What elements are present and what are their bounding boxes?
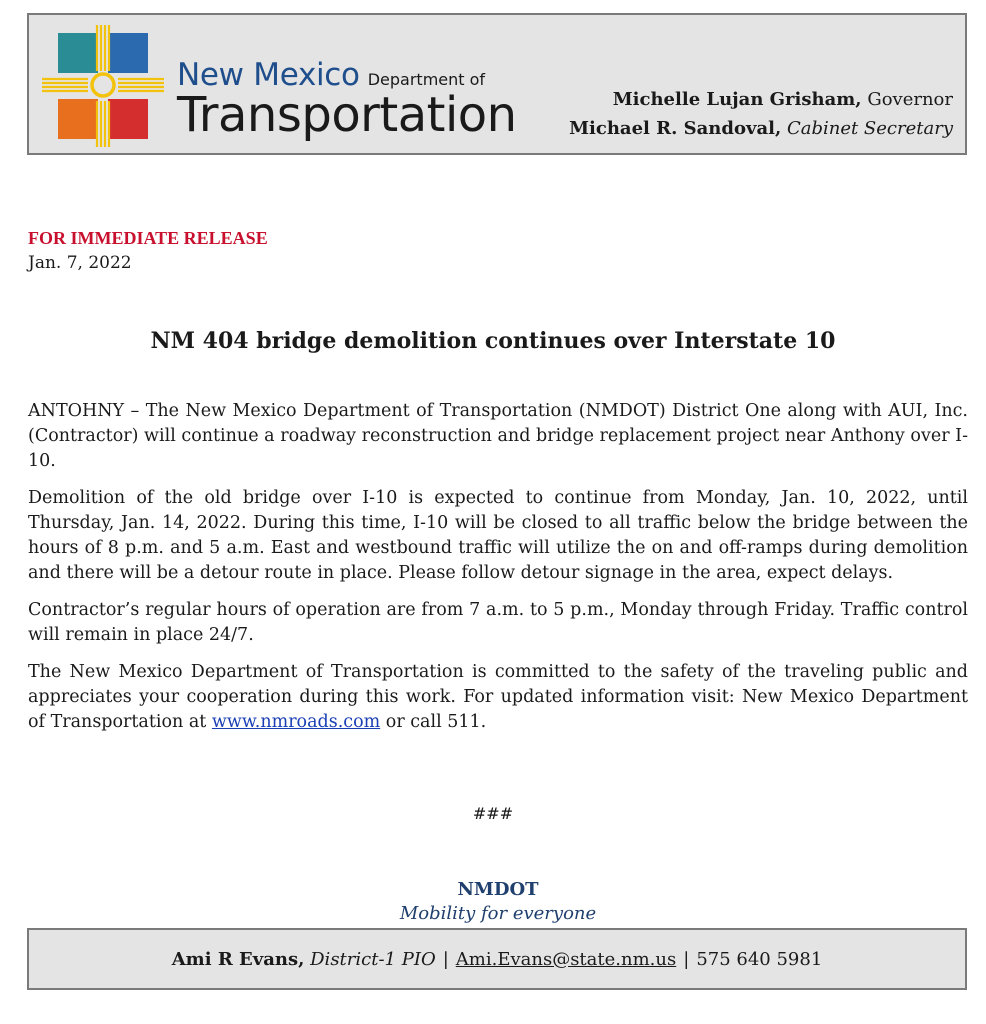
footer-org: NMDOT	[457, 879, 539, 900]
officials-block	[569, 85, 953, 143]
governor-title: Governor	[867, 89, 953, 110]
contact-email-link[interactable]: Ami.Evans@state.nm.us	[455, 948, 677, 970]
separator: |	[442, 948, 449, 970]
brand-transportation: Transportation	[177, 87, 517, 143]
end-mark: ###	[472, 804, 514, 823]
governor-name: Michelle Lujan Grisham,	[612, 89, 862, 110]
nmdot-logo-icon	[42, 25, 164, 147]
secretary-line	[569, 114, 953, 143]
contact-phone: 575 640 5981	[696, 948, 823, 970]
closing-text-end: or call 511.	[380, 712, 487, 732]
secretary-name: Michael R. Sandoval,	[569, 118, 782, 139]
closing-text: The New Mexico Department of Transportation is committed to the safety of the traveling public and appreciates your cooperation during this work. For updated information visit: New Mexico Department of Transportation at	[28, 662, 968, 732]
header-banner	[27, 13, 967, 155]
paragraph-intro: ANTOHNY – The New Mexico Department of Transportation (NMDOT) District One along with AUI, Inc. (Contractor) will continue a roadway reconstruction and bridge replacement project near Anthony over I-10.	[28, 401, 968, 471]
press-release-body	[28, 399, 968, 747]
release-date: Jan. 7, 2022	[28, 253, 132, 273]
page-title: NM 404 bridge demolition continues over Interstate 10	[150, 328, 836, 354]
brand-wordmark	[177, 57, 557, 143]
contact-role: District-1 PIO	[310, 948, 436, 970]
footer-tagline: Mobility for everyone	[399, 903, 597, 924]
contact-name: Ami R Evans,	[171, 948, 305, 970]
governor-line	[569, 85, 953, 114]
release-label: FOR IMMEDIATE RELEASE	[28, 228, 268, 248]
separator: |	[683, 948, 690, 970]
nmroads-link[interactable]: www.nmroads.com	[211, 712, 381, 732]
paragraph-demolition: Demolition of the old bridge over I-10 is expected to continue from Monday, Jan. 10, 2022, until Thursday, Jan. 14, 2022. During this time, I-10 will be closed to all traffic below the bridge between the hours of 8 p.m. and 5 a.m. East and westbound traffic will utilize the on and off-ramps during demolition and there will be a detour route in place. Please follow detour signage in the area, expect delays.	[28, 488, 968, 583]
brand-name: New Mexico	[177, 57, 360, 93]
secretary-title: Cabinet Secretary	[786, 118, 953, 139]
contact-banner	[27, 928, 967, 990]
paragraph-hours: Contractor’s regular hours of operation are from 7 a.m. to 5 p.m., Monday through Friday. Traffic control will remain in place 24/7.	[28, 600, 968, 645]
paragraph-closing	[28, 660, 968, 735]
brand-department: Department of	[367, 70, 486, 89]
